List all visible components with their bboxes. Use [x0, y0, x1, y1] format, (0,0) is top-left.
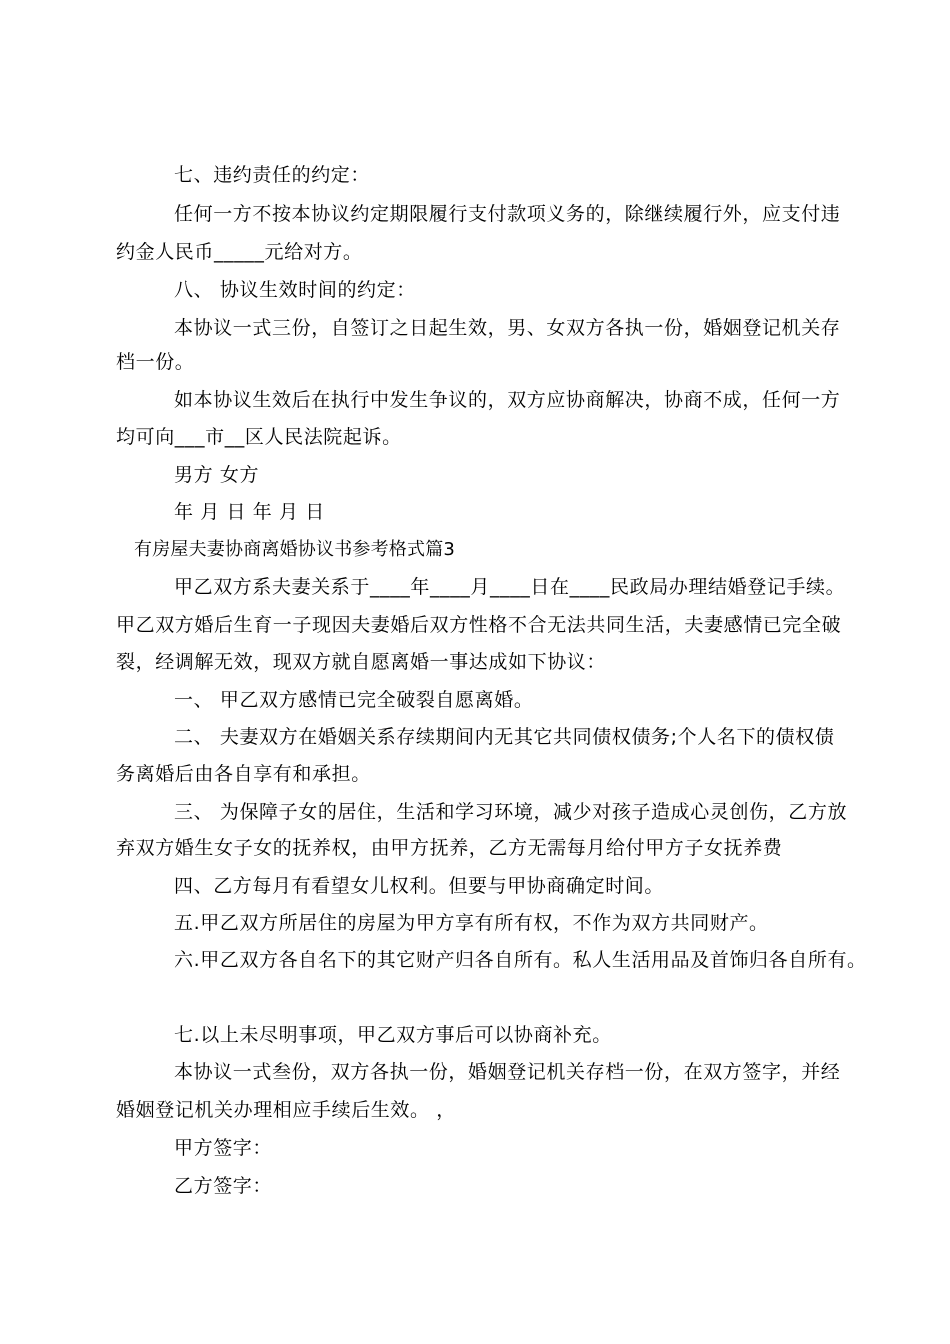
clause-3: 三、 为保障子女的居住，生活和学习环境，减少对孩子造成心灵创伤，乙方放 — [174, 801, 848, 823]
paragraph-line: 本协议一式三份，自签订之日起生效，男、女双方各执一份，婚姻登记机关存 — [174, 317, 841, 339]
paragraph-line: 如本协议生效后在执行中发生争议的，双方应协商解决，协商不成，任何一方 — [174, 389, 841, 411]
agreement-title: 有房屋夫妻协商离婚协议书参考格式篇3 — [134, 539, 456, 560]
clause-5: 五.甲乙双方所居住的房屋为甲方享有所有权，不作为双方共同财产。 — [174, 912, 769, 934]
paragraph-line: 均可向___市__区人民法院起诉。 — [116, 426, 402, 448]
paragraph-line: 档一份。 — [116, 351, 195, 373]
clause-1: 一、 甲乙双方感情已完全破裂自愿离婚。 — [174, 689, 534, 711]
paragraph-line: 婚姻登记机关办理相应手续后生效。 ， — [116, 1099, 456, 1121]
clause-7: 七.以上未尽明事项，甲乙双方事后可以协商补充。 — [174, 1024, 612, 1046]
paragraph-line: 本协议一式叁份，双方各执一份，婚姻登记机关存档一份，在双方签字，并经 — [174, 1061, 841, 1083]
section-8-heading: 八、 协议生效时间的约定： — [174, 279, 416, 301]
paragraph-line: 任何一方不按本协议约定期限履行支付款项义务的，除继续履行外，应支付违 — [174, 203, 841, 225]
clause-4: 四、乙方每月有看望女儿权利。但要与甲协商确定时间。 — [174, 875, 665, 897]
signature-parties: 男方 女方 — [174, 464, 260, 486]
party-b-signature: 乙方签字： — [174, 1175, 273, 1197]
paragraph-line: 约金人民币_____元给对方。 — [116, 241, 363, 263]
section-7-heading: 七、违约责任的约定： — [174, 164, 371, 186]
paragraph-line: 务离婚后由各自享有和承担。 — [116, 763, 371, 785]
paragraph-line: 裂，经调解无效，现双方就自愿离婚一事达成如下协议： — [116, 651, 607, 673]
signature-dates: 年 月 日 年 月 日 — [174, 501, 325, 523]
clause-2: 二、 夫妻双方在婚姻关系存续期间内无其它共同债权债务;个人名下的债权债 — [174, 726, 835, 748]
paragraph-line: 甲乙双方婚后生育一子现因夫妻婚后双方性格不合无法共同生活，夫妻感情已完全破 — [116, 614, 842, 636]
clause-6: 六.甲乙双方各自名下的其它财产归各自所有。私人生活用品及首饰归各自所有。 — [174, 949, 867, 971]
party-a-signature: 甲方签字： — [174, 1137, 273, 1159]
paragraph-line: 甲乙双方系夫妻关系于____年____月____日在____民政局办理结婚登记手续。 — [174, 576, 846, 598]
paragraph-line: 弃双方婚生女子女的抚养权，由甲方抚养，乙方无需每月给付甲方子女抚养费 — [116, 837, 783, 859]
